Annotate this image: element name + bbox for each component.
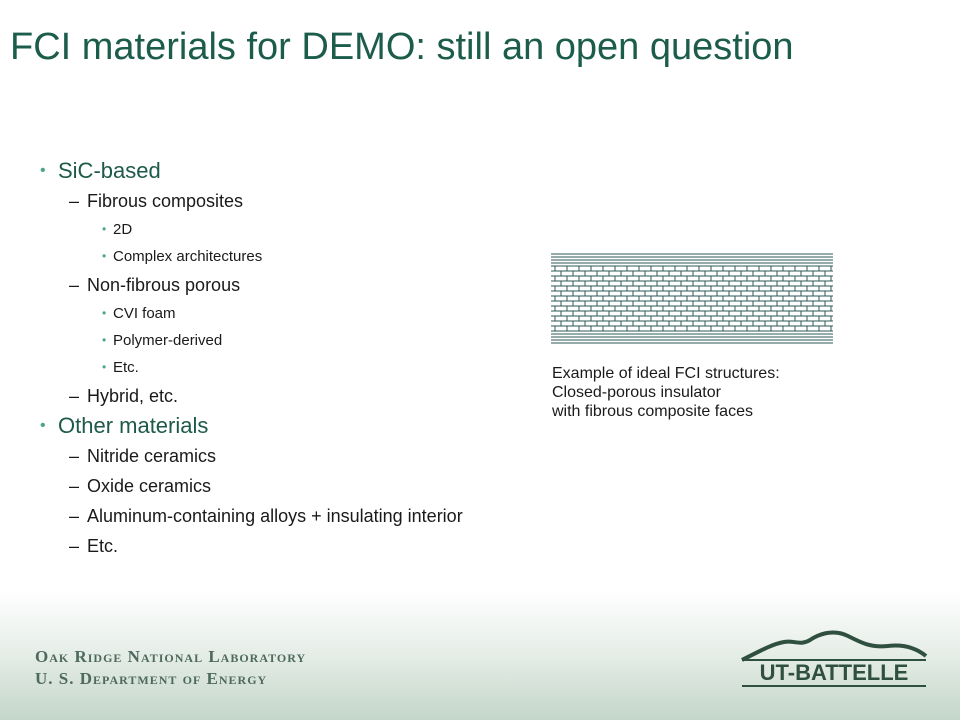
ornl-logo bbox=[35, 646, 306, 690]
bullet-item: • Other materials bbox=[38, 411, 598, 441]
ut-battelle-logo bbox=[738, 626, 930, 690]
bullet-item: • SiC-based bbox=[38, 156, 598, 186]
bullet-item: – Aluminum-containing alloys + insulating interior bbox=[38, 501, 598, 531]
bullet-item: – Non-fibrous porous bbox=[38, 270, 598, 300]
mountain-outline bbox=[742, 633, 926, 660]
caption-line: Closed-porous insulator bbox=[552, 384, 721, 401]
bullet-item: – Etc. bbox=[38, 531, 598, 561]
bullet-item: – Oxide ceramics bbox=[38, 471, 598, 501]
bullet-item: – Fibrous composites bbox=[38, 186, 598, 216]
bullet-item: – Hybrid, etc. bbox=[38, 381, 598, 411]
caption-line: Example of ideal FCI structures: bbox=[552, 365, 780, 382]
slide-title: FCI materials for DEMO: still an open question bbox=[10, 26, 794, 68]
ornl-name: Oak Ridge National Laboratory bbox=[35, 647, 307, 666]
fci-structure-diagram bbox=[551, 253, 833, 344]
bullet-item: • Polymer-derived bbox=[38, 327, 598, 354]
bullet-item: • Etc. bbox=[38, 354, 598, 381]
caption-line: with fibrous composite faces bbox=[552, 403, 753, 420]
doe-name: U. S. Department of Energy bbox=[35, 669, 268, 688]
bullet-item: • 2D bbox=[38, 216, 598, 243]
fci-structure-svg bbox=[551, 253, 833, 344]
bullet-item: • Complex architectures bbox=[38, 243, 598, 270]
ut-battelle-logo-svg bbox=[738, 626, 930, 690]
bullet-item: – Nitride ceramics bbox=[38, 441, 598, 471]
bullet-list bbox=[38, 156, 598, 561]
diagram-caption bbox=[552, 364, 780, 421]
bullet-item: • CVI foam bbox=[38, 300, 598, 327]
logo-wordmark: UT-BATTELLE bbox=[759, 660, 909, 685]
